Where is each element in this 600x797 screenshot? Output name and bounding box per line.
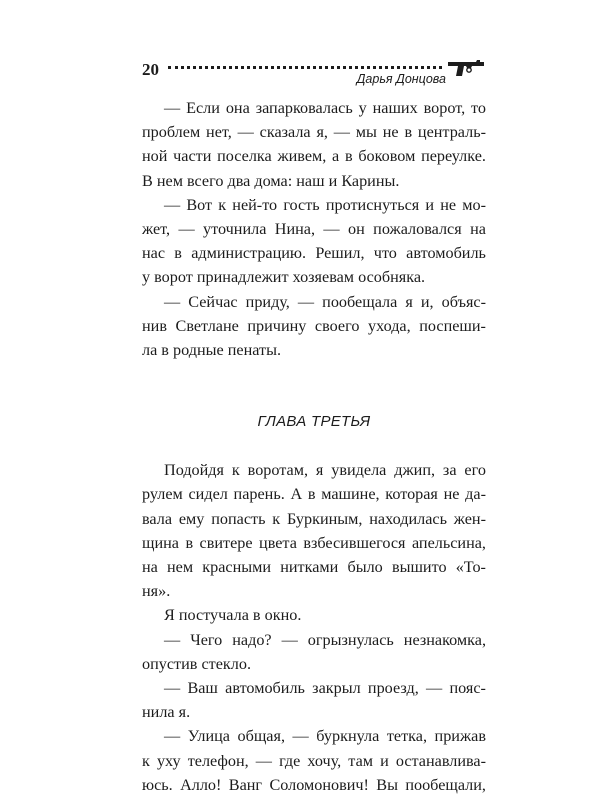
text-line: ной части поселка живем, а в боковом переулке. (142, 147, 486, 166)
text-line: к уху телефон, — где хочу, там и останавлива- (142, 751, 486, 770)
text-line: — Вот к ней-то гость протиснуться и не мо- (164, 195, 486, 214)
text-line: вала ему попасть к Буркиным, находилась жен- (142, 509, 486, 528)
text-line: Подойдя к воротам, я увидела джип, за его (164, 461, 486, 480)
text-line: юсь. Алло! Ванг Соломонович! Вы пообещали, (142, 775, 486, 794)
text-line: В нем всего два дома: наш и Карины. (142, 171, 400, 190)
text-line: — Чего надо? — огрызнулась незнакомка, (164, 630, 486, 649)
text-line: нас в администрацию. Решил, что автомобиль (142, 244, 486, 263)
dotted-rule (168, 66, 442, 69)
text-line: Я постучала в окно. (164, 606, 302, 625)
text-line: у ворот принадлежит хозяевам особняка. (142, 268, 426, 287)
text-line: опустив стекло. (142, 654, 251, 673)
text-line: проблем нет, — сказала я, — мы не в централь- (142, 123, 486, 142)
paragraph-block-2 (142, 458, 486, 797)
text-line: — Если она запарковалась у наших ворот, то (164, 99, 486, 117)
text-line: рулем сидел парень. А в машине, которая не да- (142, 485, 486, 504)
paragraph-block-1 (142, 96, 486, 362)
text-line: ня». (142, 582, 171, 601)
revolver-icon (446, 58, 486, 78)
author-name: Дарья Донцова (356, 72, 446, 86)
chapter-title: ГЛАВА ТРЕТЬЯ (257, 413, 371, 431)
text-line: жет, — уточнила Нина, — он пожаловался на (142, 219, 486, 238)
page-body (142, 96, 486, 797)
text-line: — Сейчас приду, — пообещала я и, объяс- (164, 292, 486, 311)
text-line: нив Светлане причину своего ухода, поспеши- (142, 316, 486, 335)
text-line: ла в родные пенаты. (142, 340, 281, 359)
text-line: на нем красными нитками было вышито «То- (142, 558, 486, 576)
text-line: щина в свитере цвета взбесившегося апельсина, (142, 533, 486, 552)
text-line: — Улица общая, — буркнула тетка, прижав (164, 727, 486, 746)
text-line: нила я. (142, 703, 191, 722)
running-header (142, 58, 486, 86)
page-number: 20 (142, 60, 159, 79)
text-line: — Ваш автомобиль закрыл проезд, — пояс- (164, 678, 486, 697)
